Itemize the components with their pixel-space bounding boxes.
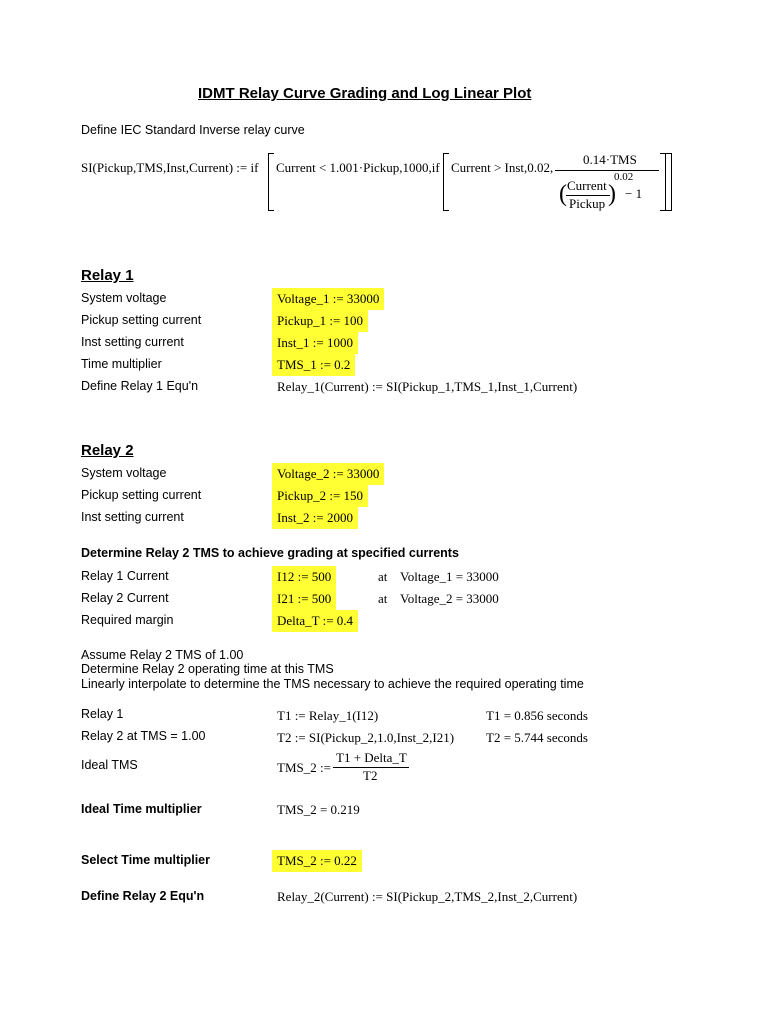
grading-ref-2: Voltage_2 = 33000 — [400, 591, 499, 606]
calc-relay1-expr: T1 := Relay_1(I12) — [277, 708, 379, 723]
relay1-label-inst: Inst setting current — [81, 335, 184, 349]
define-curve-text: Define IEC Standard Inverse relay curve — [81, 123, 305, 137]
relay2-equ-label: Define Relay 2 Equ'n — [81, 889, 205, 903]
calc-ideal-lhs: TMS_2 := — [277, 760, 331, 775]
calc-ideal-label: Ideal TMS — [81, 758, 138, 772]
relay2-inst-expr[interactable]: Inst_2 := 2000 — [272, 507, 358, 529]
paren-left: ( — [559, 181, 567, 207]
relay2-label-pickup: Pickup setting current — [81, 488, 202, 502]
bracket-right-1 — [666, 153, 672, 211]
page-title: IDMT Relay Curve Grading and Log Linear Plot — [198, 85, 532, 102]
note-1: Assume Relay 2 TMS of 1.00 — [81, 648, 244, 662]
relay1-label-pickup: Pickup setting current — [81, 313, 202, 327]
calc-ideal-num: T1 + Delta_T — [336, 750, 407, 765]
grading-label-margin: Required margin — [81, 613, 174, 627]
grading-at-1: at — [378, 569, 388, 584]
calc-relay2-label: Relay 2 at TMS = 1.00 — [81, 729, 206, 743]
grading-ref-1: Voltage_1 = 33000 — [400, 569, 499, 584]
relay1-voltage-expr[interactable]: Voltage_1 := 33000 — [272, 288, 384, 310]
relay1-label-tms: Time multiplier — [81, 357, 162, 371]
grading-margin-expr[interactable]: Delta_T := 0.4 — [272, 610, 358, 632]
select-mult-value[interactable]: TMS_2 := 0.22 — [272, 850, 362, 872]
relay1-equ-expr: Relay_1(Current) := SI(Pickup_1,TMS_1,Inst_1,Current) — [277, 379, 578, 394]
si-cond2: Current > Inst,0.02, — [451, 160, 554, 175]
relay2-equ-expr: Relay_2(Current) := SI(Pickup_2,TMS_2,Inst_2,Current) — [277, 889, 578, 904]
si-ratio-num: Current — [567, 178, 607, 193]
si-ratio-den: Pickup — [569, 196, 606, 211]
relay1-label-voltage: System voltage — [81, 291, 167, 305]
relay1-equ-label: Define Relay 1 Equ'n — [81, 379, 199, 393]
bracket-left-2 — [443, 153, 449, 211]
grading-i21-expr[interactable]: I21 := 500 — [272, 588, 336, 610]
calc-relay1-label: Relay 1 — [81, 707, 124, 721]
grading-i12-expr[interactable]: I12 := 500 — [272, 566, 336, 588]
calc-relay1-result: T1 = 0.856 seconds — [486, 708, 588, 723]
relay1-heading: Relay 1 — [81, 267, 134, 284]
relay2-pickup-expr[interactable]: Pickup_2 := 150 — [272, 485, 368, 507]
calc-ideal-den: T2 — [363, 768, 378, 783]
si-fraction-line — [555, 170, 659, 171]
ideal-mult-label: Ideal Time multiplier — [81, 802, 202, 816]
relay2-label-voltage: System voltage — [81, 466, 167, 480]
si-numerator: 0.14·TMS — [583, 152, 637, 167]
grading-label-relay1-current: Relay 1 Current — [81, 569, 169, 583]
relay2-heading: Relay 2 — [81, 442, 134, 459]
si-cond1: Current < 1.001·Pickup,1000,if — [276, 160, 440, 175]
grading-heading: Determine Relay 2 TMS to achieve grading at specified currents — [81, 546, 459, 560]
relay1-inst-expr[interactable]: Inst_1 := 1000 — [272, 332, 358, 354]
si-lhs: SI(Pickup,TMS,Inst,Current) := if — [81, 160, 259, 175]
ideal-mult-value: TMS_2 = 0.219 — [277, 802, 360, 817]
relay2-voltage-expr[interactable]: Voltage_2 := 33000 — [272, 463, 384, 485]
grading-label-relay2-current: Relay 2 Current — [81, 591, 169, 605]
bracket-left-1 — [268, 153, 274, 211]
si-exponent: 0.02 — [614, 171, 634, 183]
calc-relay2-expr: T2 := SI(Pickup_2,1.0,Inst_2,I21) — [277, 730, 455, 745]
relay1-pickup-expr[interactable]: Pickup_1 := 100 — [272, 310, 368, 332]
note-3: Linearly interpolate to determine the TMS necessary to achieve the required operating time — [81, 677, 584, 691]
grading-at-2: at — [378, 591, 388, 606]
paren-right: ) — [608, 181, 616, 207]
note-2: Determine Relay 2 operating time at this TMS — [81, 662, 334, 676]
calc-relay2-result: T2 = 5.744 seconds — [486, 730, 588, 745]
relay1-tms-expr[interactable]: TMS_1 := 0.2 — [272, 354, 355, 376]
si-minus-one: − 1 — [625, 186, 643, 201]
select-mult-label: Select Time multiplier — [81, 853, 210, 867]
relay2-label-inst: Inst setting current — [81, 510, 184, 524]
